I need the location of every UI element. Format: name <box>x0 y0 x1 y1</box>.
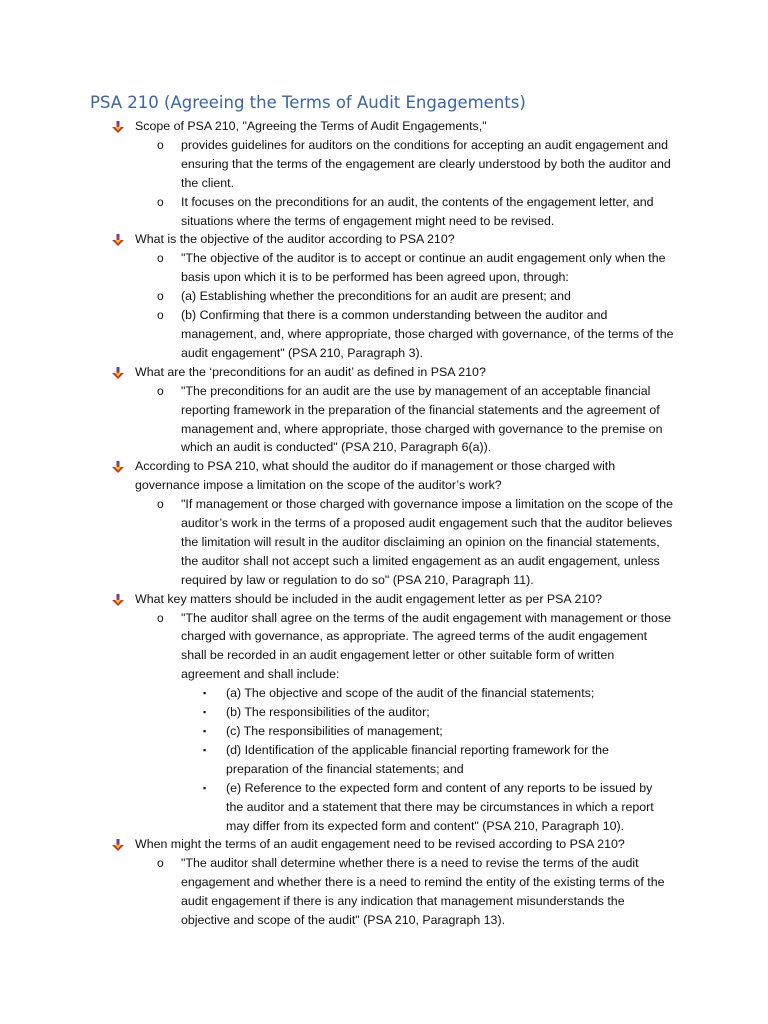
square-bullet-marker: ▪ <box>203 707 207 718</box>
question-item <box>0 363 670 382</box>
circle-bullet-marker: o <box>157 383 164 398</box>
arrow-bullet-icon <box>112 839 124 851</box>
item-text: What are the ‘preconditions for an audit’ as defined in PSA 210? <box>135 364 486 379</box>
answer-item <box>0 854 675 930</box>
item-text: (b) The responsibilities of the auditor; <box>226 705 430 720</box>
square-bullet-marker: ▪ <box>203 688 207 699</box>
item-text: "If management or those charged with governance impose a limitation on the scope of the auditor’s work in the terms of a proposed audit engagement such that the auditor believes the limitation will result in the auditor disclaiming an opinion on the financial statements, the auditor shall not accept such a limited engagement as an audit engagement, unless required by law or regulation to do so" (PSA 210, Paragraph 11). <box>181 497 674 587</box>
item-text: "The auditor shall agree on the terms of the audit engagement with management or those charged with governance, as appropriate. The agreed terms of the audit engagement shall be recorded in an audit engagement letter or other suitable form of written agreement and shall include: <box>181 610 671 682</box>
answer-item <box>0 306 675 363</box>
arrow-bullet-icon <box>112 367 124 379</box>
circle-bullet-marker: o <box>157 308 164 323</box>
question-item <box>0 457 670 495</box>
item-text: "The objective of the auditor is to accept or continue an audit engagement only when the basis upon which it is to be performed has been agreed upon, through: <box>181 251 666 285</box>
circle-bullet-marker: o <box>157 137 164 152</box>
item-text: (d) Identification of the applicable financial reporting framework for the preparation of the financial statements; and <box>226 742 609 776</box>
answer-item <box>0 382 675 458</box>
item-text: When might the terms of an audit engagement need to be revised according to PSA 210? <box>135 837 625 852</box>
circle-bullet-marker: o <box>157 856 164 871</box>
answer-item <box>0 495 675 590</box>
answer-item <box>0 136 675 193</box>
item-text: What is the objective of the auditor according to PSA 210? <box>135 232 455 247</box>
item-text: It focuses on the preconditions for an audit, the contents of the engagement letter, and situations where the terms of engagement might need to be revised. <box>181 194 654 228</box>
square-bullet-marker: ▪ <box>203 782 207 793</box>
circle-bullet-marker: o <box>157 610 164 625</box>
item-text: (c) The responsibilities of management; <box>226 724 443 738</box>
item-text: What key matters should be included in the audit engagement letter as per PSA 210? <box>135 591 603 606</box>
arrow-bullet-icon <box>112 461 124 473</box>
question-item <box>0 590 670 609</box>
item-text: (a) Establishing whether the preconditions for an audit are present; and <box>181 289 571 304</box>
item-text: provides guidelines for auditors on the conditions for accepting an audit engagement and ensuring that the terms of the engagement are clearly understood by both the auditor and the client. <box>181 137 671 190</box>
question-item <box>0 230 670 249</box>
item-text: (a) The objective and scope of the audit of the financial statements; <box>226 686 595 701</box>
circle-bullet-marker: o <box>157 289 164 304</box>
circle-bullet-marker: o <box>157 251 164 266</box>
question-item <box>0 117 670 136</box>
item-text: Scope of PSA 210, "Agreeing the Terms of Audit Engagements," <box>135 119 487 133</box>
answer-item <box>0 287 675 306</box>
item-text: (b) Confirming that there is a common understanding between the auditor and management, and, where appropriate, those charged with governance, of the terms of the audit engagement" (PSA 210, Paragraph 3). <box>181 308 674 360</box>
sub-answer-item <box>0 722 671 741</box>
item-text: According to PSA 210, what should the auditor do if management or those charged with governance impose a limitation on the scope of the auditor’s work? <box>135 459 616 493</box>
circle-bullet-marker: o <box>157 194 164 209</box>
answer-item <box>0 609 675 685</box>
question-item <box>0 835 670 854</box>
answer-item <box>0 193 675 231</box>
arrow-bullet-icon <box>112 121 124 133</box>
square-bullet-marker: ▪ <box>203 726 207 736</box>
sub-answer-item <box>0 741 671 779</box>
arrow-bullet-icon <box>112 594 124 606</box>
sub-answer-item <box>0 703 671 722</box>
square-bullet-marker: ▪ <box>203 744 207 755</box>
circle-bullet-marker: o <box>157 497 164 512</box>
answer-item <box>0 249 675 287</box>
item-text: "The preconditions for an audit are the use by management of an acceptable financial reporting framework in the preparation of the financial statements and the agreement of management and, where appropriate, those charged with governance to the premise on which an audit is conducted" (PSA 210, Paragraph 6(a)). <box>181 383 663 455</box>
arrow-bullet-icon <box>112 234 124 246</box>
document-title: PSA 210 (Agreeing the Terms of Audit Engagements) <box>90 93 526 112</box>
item-text: "The auditor shall determine whether there is a need to revise the terms of the audit engagement and whether there is a need to remind the entity of the existing terms of the audit engagement if there is any indication that management misunderstands the objective and scope of the audit" (PSA 210, Paragraph 13). <box>181 856 665 928</box>
document-body <box>0 117 768 930</box>
sub-answer-item <box>0 779 671 836</box>
sub-answer-item <box>0 684 671 703</box>
item-text: (e) Reference to the expected form and content of any reports to be issued by the auditor and a statement that there may be circumstances in which a report may differ from its expected form and content" (PSA 210, Paragraph 10). <box>226 780 654 833</box>
